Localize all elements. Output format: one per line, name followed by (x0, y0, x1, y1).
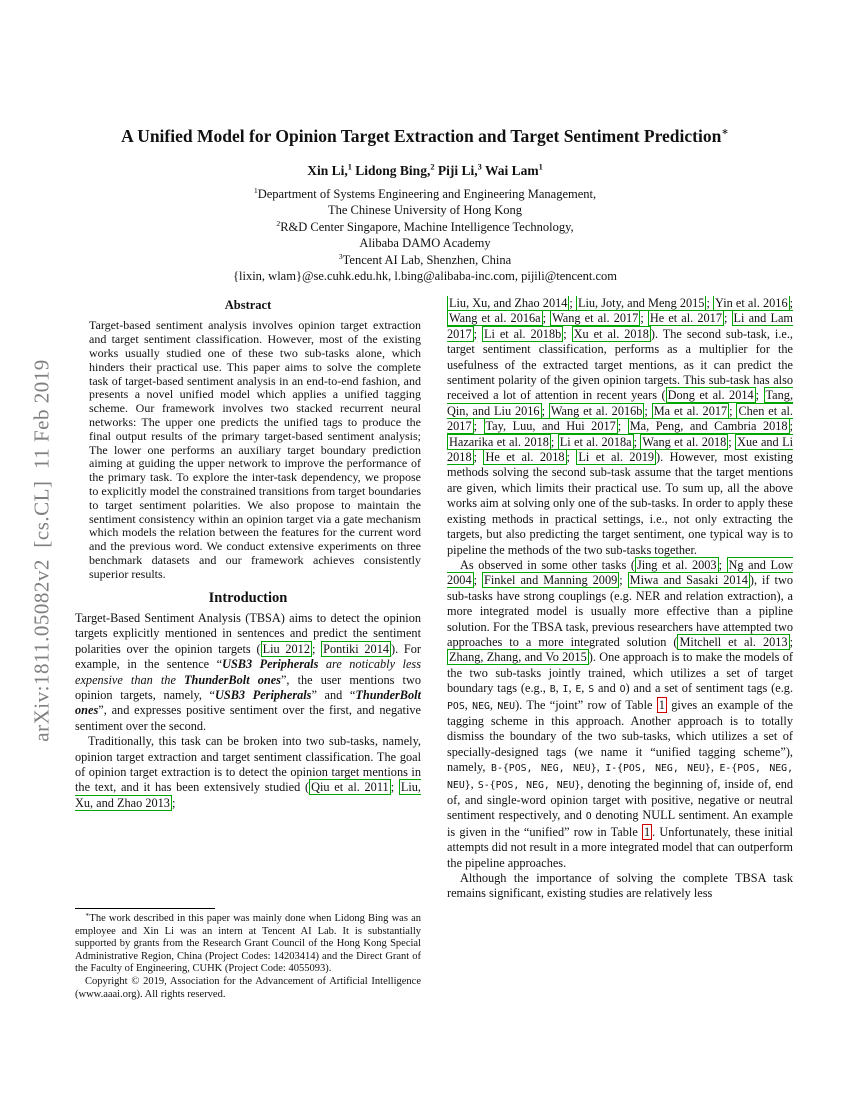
intro-paragraph-1 (75, 611, 421, 734)
footnote-block (75, 908, 421, 1001)
affiliation-line (60, 235, 790, 252)
text-segment: Alibaba DAMO Academy (359, 236, 491, 251)
footnote-rule (75, 908, 215, 909)
text-segment: O (585, 811, 592, 823)
text-segment: ). For example, in the sentence “ (75, 641, 421, 672)
text-segment: ), if two sub-tasks have strong couplings (e.g. NER and relation extraction), a more integrated model is usually more effective than a pipline solution. For the TBSA task, previous researchers have attempted two approaches to a more integrated solution ( (447, 573, 793, 649)
text-segment: ). One approach is to make the models of the two sub-tasks jointly trained, which utilizes a set of target boundary tags (e.g., (447, 650, 793, 696)
text-segment: ; (563, 326, 572, 341)
text-segment: ; (473, 573, 483, 588)
affiliation-line (60, 202, 790, 219)
text-segment: 1 (538, 162, 543, 172)
text-segment: ”, the user mentions two opinion targets, namely, “ (75, 672, 421, 702)
text-segment: ; (633, 434, 641, 449)
text-segment: As observed in some other tasks ( (460, 557, 635, 572)
text-segment: 2 (430, 162, 435, 172)
text-segment: B (549, 684, 556, 696)
text-segment: I (562, 684, 569, 696)
text-segment: The Chinese University of Hong Kong (327, 203, 523, 218)
text-segment: USB3 Peripherals (222, 657, 319, 672)
citation-link[interactable]: Miwa and Sasaki 2014 (629, 573, 748, 588)
citation-link[interactable]: He et al. 2018 (485, 450, 565, 465)
right-paragraph-2 (447, 558, 793, 871)
text-segment: ; (473, 419, 484, 434)
citation-link[interactable]: Mitchell et al. 2013 (679, 634, 788, 649)
text-segment: ; (789, 634, 793, 649)
text-segment: Traditionally, this task can be broken into two sub-tasks, namely, opinion target extraction and target sentiment classification. The goal of opinion target extraction is to detect the opinion target mentions in the text, and it has been extensively studied ( (75, 734, 421, 795)
text-segment: A Unified Model for Opinion Target Extraction and Target Sentiment Prediction (121, 126, 722, 146)
email-line (60, 268, 790, 285)
text-segment: gives an example of the tagging scheme in this approach. Another approach is to totally dismiss the boundary of the two sub-tasks, which utilizes a set of specially-designed tags (we name it “unified tagging scheme”), namely, (447, 697, 793, 775)
text-segment: ). The “joint” row of Table (515, 697, 657, 712)
section-heading-introduction: Introduction (208, 589, 288, 606)
text-segment: ” and “ (311, 687, 356, 702)
text-segment: ; (789, 296, 793, 310)
text-segment: ; (723, 311, 732, 326)
text-segment: ; (542, 311, 551, 326)
text-segment: ”, and expresses positive sentiment over the first, and negative sentiment over the second. (75, 703, 421, 733)
text-segment: and (594, 681, 620, 696)
text-segment: ; (644, 403, 652, 418)
text-segment: ; (728, 434, 736, 449)
text-segment: Xin Li, (307, 162, 348, 178)
citation-link[interactable]: Liu, Xu, and Zhao 2013 (75, 780, 421, 810)
text-segment: Target-Based Sentiment Analysis (TBSA) aims to detect the opinion targets explicitly mentioned in sentences and predict the sentiment polarities over the opinion targets ( (75, 610, 421, 656)
right-paragraph-1 (447, 296, 793, 558)
citation-link[interactable]: Liu, Joty, and Meng 2015 (577, 296, 705, 310)
author-line (60, 163, 790, 179)
citation-link[interactable]: Li and Lam 2017 (447, 311, 793, 341)
text-segment: NEG (472, 700, 490, 712)
text-segment: {lixin, wlam}@se.cuhk.edu.hk, l.bing@alibaba-inc.com, pijili@tencent.com (233, 269, 617, 284)
text-segment: ; (617, 419, 628, 434)
text-segment: NEU (497, 700, 516, 712)
text-segment: I-{POS, NEG, NEU} (605, 763, 711, 775)
text-segment: ). The second sub-task, i.e., target sentiment classification, performs as a multiplier for the usefulness of the extracted target mentions, as it can predict the sentiment polarity of the given opinion targets. This sub-task has also received a lot of attention in recent years ( (447, 326, 793, 403)
text-segment: POS (447, 700, 465, 712)
affiliation-line (60, 252, 790, 269)
arxiv-watermark: arXiv:1811.05082v2 [cs.CL] 11 Feb 2019 (29, 359, 54, 742)
text-segment: , (568, 681, 576, 696)
citation-link[interactable]: Wang et al. 2016a (449, 311, 541, 326)
text-segment: ). However, most existing methods solving the second sub-task assume that the target mentions are given, which limits their practical use. To sum up, all the above works aim at solving only one of the sub-tasks. In order to apply these existing methods in practical settings, i.e., not only extracting the targets, but also predicting the target sentiment, one typical way is to pipeline the methods of the two sub-tasks together. (447, 450, 793, 557)
text-segment: , (710, 760, 720, 775)
text-segment: Wai Lam (481, 162, 539, 178)
citation-link[interactable]: Qiu et al. 2011 (311, 780, 389, 795)
text-segment: E-{POS, NEG, NEU} (447, 763, 793, 791)
text-segment: 2 (276, 218, 281, 228)
text-segment: Tencent AI Lab, Shenzhen, China (342, 252, 512, 267)
text-segment: are noticably less expensive than the (75, 657, 421, 687)
table-reference-link[interactable]: 1 (643, 824, 651, 839)
left-column (75, 296, 421, 904)
text-segment: ; (619, 573, 628, 588)
text-segment: ; (171, 795, 176, 810)
intro-paragraph-2 (75, 734, 421, 811)
text-segment: , (489, 697, 498, 712)
text-segment: ; (789, 419, 793, 434)
citation-link[interactable]: Xu et al. 2018 (573, 326, 649, 341)
citation-link[interactable]: Ma, Peng, and Cambria 2018 (629, 419, 788, 434)
text-segment: ; (541, 403, 549, 418)
text-segment: , denoting the beginning of, inside of, end of, and single-word opinion target with positive, negative or neutral sentiment respectively, and (447, 776, 793, 823)
text-segment: ; (566, 450, 577, 465)
text-segment: B-{POS, NEG, NEU} (491, 763, 597, 775)
table-reference-link[interactable]: 1 (658, 697, 665, 712)
citation-link[interactable]: Chen et al. 2017 (447, 403, 793, 434)
citation-link[interactable]: Xue and Li 2018 (447, 434, 793, 465)
abstract-heading: Abstract (224, 298, 272, 312)
citation-link[interactable]: Liu, Xu, and Zhao 2014 (449, 296, 568, 310)
text-segment: ; (640, 311, 648, 326)
citation-link[interactable]: Li et al. 2018a (559, 434, 632, 449)
text-segment: ; (473, 450, 484, 465)
abstract-text: Target-based sentiment analysis involves opinion target extraction and target sentiment classification. However, most of the existing works usually studied one of these two sub-tasks alone, which hinders their practical use. This paper aims to solve the complete task of target-based sentiment analysis in an end-to-end fashion, and presents a novel unified model which applies a unified tagging scheme. Our framework involves two stacked recurrent neural networks: The upper one predicts the unified tags to produce the final output results of the primary target-based sentiment analysis; The lower one performs an auxiliary target boundary prediction aiming at guiding the upper network to improve the performance of the primary task. To explore the inter-task dependency, we propose to explicitly model the constrained transitions from target boundaries to target sentiment polarities. We also propose to maintain the sentiment consistency within an opinion target via a gate mechanism which models the relation between the features for the current word and the previous word. We conduct extensive experiments on three benchmark datasets and our framework achieves consistently superior results. (89, 318, 421, 581)
text-segment: ∗ (85, 911, 90, 919)
text-segment: Although the importance of solving the complete TBSA task remains significant, existing studies are relatively less (447, 871, 793, 901)
text-segment: , (581, 681, 589, 696)
text-segment: ; (706, 296, 714, 310)
citation-link[interactable]: Ma et al. 2017 (653, 403, 728, 418)
text-segment: Department of Systems Engineering and Engineering Management, (257, 186, 597, 201)
text-segment: ; (569, 296, 576, 310)
text-segment: E (575, 684, 582, 696)
text-segment: USB3 Peripherals (215, 687, 312, 702)
citation-link[interactable]: Tang, Qin, and Liu 2016 (447, 388, 793, 418)
citation-link[interactable]: Wang et al. 2018 (642, 434, 727, 449)
citation-link[interactable]: Jing et al. 2003 (636, 557, 717, 572)
text-segment: S-{POS, NEG, NEU} (477, 779, 581, 791)
text-segment: 1 (253, 185, 258, 195)
text-segment: Piji Li, (434, 162, 478, 178)
text-segment: , (464, 697, 473, 712)
right-paragraph-3 (447, 871, 793, 902)
text-segment: denoting NULL sentiment. An example is given in the “unified” row in Table (447, 808, 793, 839)
text-segment: , (555, 681, 563, 696)
text-segment: ; (729, 403, 737, 418)
text-segment: ; (311, 641, 322, 656)
text-segment: , (470, 776, 478, 791)
citation-link[interactable]: Li et al. 2019 (578, 450, 655, 465)
text-segment: O (619, 684, 626, 696)
paper-title (60, 126, 790, 148)
citation-link[interactable]: Zhang, Zhang, and Vo 2015 (449, 650, 587, 665)
right-column (447, 296, 793, 1068)
citation-link[interactable]: Pontiki 2014 (323, 641, 390, 656)
text-segment: Copyright © 2019, Association for the Advancement of Artificial Intelligence (www.aaai.org). All rights reserved. (75, 975, 421, 1000)
citation-link[interactable]: Dong et al. 2014 (667, 388, 754, 403)
text-segment: ; (755, 388, 764, 403)
citation-link[interactable]: Wang et al. 2016b (550, 403, 643, 418)
text-segment: ) and a set of sentiment tags (e.g. (625, 681, 793, 696)
citation-link[interactable]: Yin et al. 2016 (715, 296, 788, 310)
text-segment: ; (390, 780, 399, 795)
footnote-copyright (75, 976, 421, 1001)
text-segment: ; (473, 326, 482, 341)
text-segment: , (596, 760, 606, 775)
text-segment: ThunderBolt ones (184, 672, 281, 687)
text-segment: ∗ (721, 126, 729, 139)
text-segment: ThunderBolt ones (75, 687, 421, 718)
citation-link[interactable]: Finkel and Manning 2009 (484, 573, 618, 588)
affiliation-line (60, 219, 790, 236)
citation-link[interactable]: Hazarika et al. 2018 (449, 434, 549, 449)
text-segment: 3 (338, 251, 343, 261)
title-block (60, 126, 790, 285)
text-segment: S (588, 684, 595, 696)
citation-link[interactable]: Liu 2012 (262, 641, 310, 656)
text-segment: ; (718, 557, 727, 572)
citation-link[interactable]: Tay, Luu, and Hui 2017 (485, 419, 616, 434)
text-segment: Lidong Bing, (351, 162, 431, 178)
text-segment: . Unfortunately, these initial attempts did not result in a more integrated model that can outperform the pipeline approaches. (447, 824, 793, 870)
footnote-thanks (75, 913, 421, 976)
citation-link[interactable]: Ng and Low 2004 (447, 557, 793, 588)
citation-link[interactable]: Li et al. 2018b (483, 326, 562, 341)
affiliation-block (60, 186, 790, 285)
affiliation-line (60, 186, 790, 203)
citation-link[interactable]: Wang et al. 2017 (552, 311, 639, 326)
text-segment: R&D Center Singapore, Machine Intelligence Technology, (280, 219, 574, 234)
text-segment: ; (550, 434, 558, 449)
text-segment: 3 (477, 162, 482, 172)
citation-link[interactable]: He et al. 2017 (649, 311, 722, 326)
text-segment: 1 (347, 162, 352, 172)
text-segment: The work described in this paper was mainly done when Lidong Bing was an employee and Xin Li was an intern at Tencent AI Lab. It is substantially supported by grants from the Research Grant Council of the Hong Kong Special Administrative Region, China (Project Codes: 14203414) and the Direct Grant of the Faculty of Engineering, CUHK (Project Code: 4055093). (75, 913, 421, 975)
